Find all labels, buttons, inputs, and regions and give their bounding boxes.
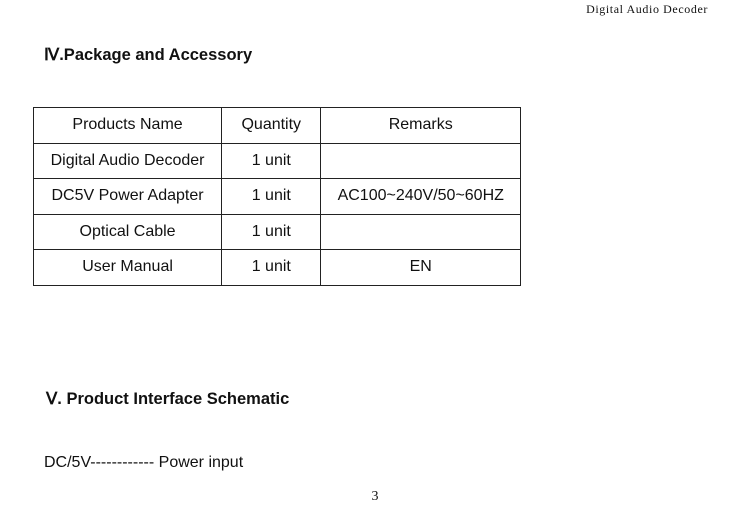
package-table — [33, 107, 521, 286]
cell-quantity: 1 unit — [222, 143, 321, 179]
cell-quantity: 1 unit — [222, 179, 321, 215]
table-header-row — [34, 108, 521, 144]
interface-description: Power input — [158, 454, 244, 471]
interface-port: DC/5V — [44, 454, 91, 471]
section-title-package: Ⅳ.Package and Accessory — [44, 46, 253, 64]
column-header-products-name: Products Name — [34, 108, 222, 144]
running-header: Digital Audio Decoder — [586, 2, 708, 16]
cell-remarks: AC100~240V/50~60HZ — [321, 179, 521, 215]
interface-separator: ------------ — [90, 454, 155, 471]
cell-product-name: DC5V Power Adapter — [34, 179, 222, 215]
table-row — [34, 143, 521, 179]
cell-product-name: Digital Audio Decoder — [34, 143, 222, 179]
column-header-quantity: Quantity — [222, 108, 321, 144]
cell-remarks — [321, 214, 521, 250]
cell-quantity: 1 unit — [222, 214, 321, 250]
table-row — [34, 179, 521, 215]
cell-remarks: EN — [321, 250, 521, 286]
table-row — [34, 250, 521, 286]
column-header-remarks: Remarks — [321, 108, 521, 144]
cell-product-name: Optical Cable — [34, 214, 222, 250]
interface-item — [44, 454, 243, 472]
table-row — [34, 214, 521, 250]
section-title-interface: Ⅴ. Product Interface Schematic — [46, 390, 290, 408]
cell-remarks — [321, 143, 521, 179]
cell-product-name: User Manual — [34, 250, 222, 286]
cell-quantity: 1 unit — [222, 250, 321, 286]
page-number: 3 — [371, 489, 379, 504]
